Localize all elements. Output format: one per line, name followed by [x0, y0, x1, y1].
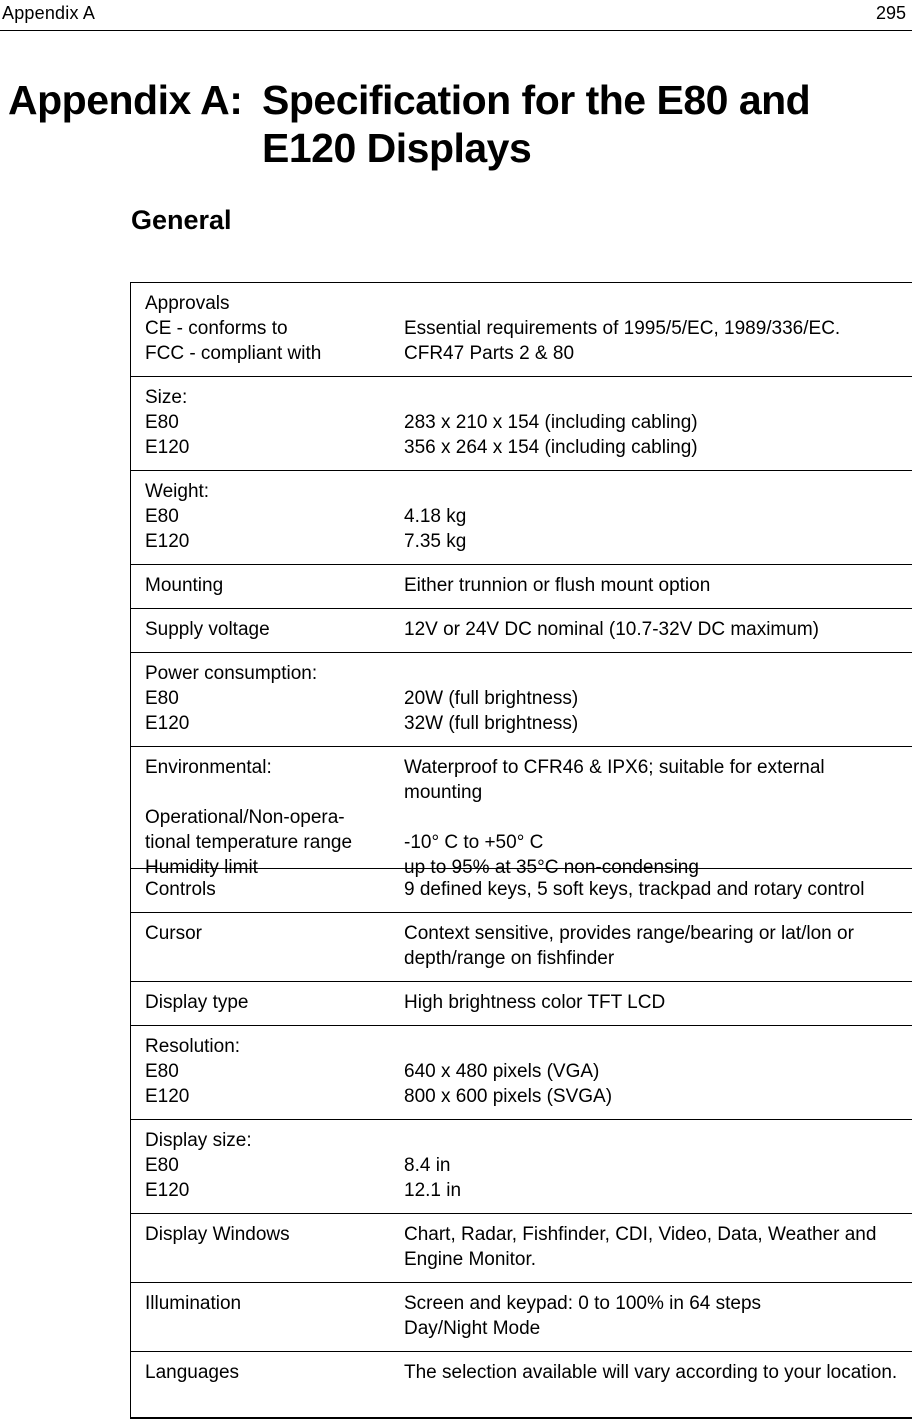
- spec-value: High brightness color TFT LCD: [404, 992, 666, 1013]
- spec-key: Mounting: [145, 575, 224, 596]
- spec-line: [145, 291, 912, 316]
- spec-value: 32W (full brightness): [404, 713, 579, 734]
- spec-line: [145, 1128, 912, 1153]
- spec-key: E120: [145, 437, 190, 458]
- spec-value: 12V or 24V DC nominal (10.7-32V DC maximum): [404, 619, 819, 640]
- spec-value: Day/Night Mode: [404, 1318, 541, 1339]
- spec-line: [145, 1247, 912, 1272]
- spec-row: [131, 565, 912, 609]
- chapter-title-text-1: Specification for the E80 and: [262, 77, 811, 123]
- spec-value: Essential requirements of 1995/5/EC, 1989/336/EC.: [404, 318, 841, 339]
- spec-value: 8.4 in: [404, 1155, 451, 1176]
- spec-value: [404, 805, 912, 830]
- spec-key: Environmental:: [145, 757, 272, 778]
- spec-line: [145, 617, 912, 642]
- spec-line: [145, 529, 912, 554]
- spec-key: Illumination: [145, 1293, 242, 1314]
- spec-key: [145, 946, 404, 971]
- section-heading: General: [131, 205, 232, 235]
- spec-row: [131, 609, 912, 653]
- spec-line: [145, 1153, 912, 1178]
- spec-line: [145, 1316, 912, 1341]
- spec-key: Resolution:: [145, 1036, 241, 1057]
- spec-key: CE - conforms to: [145, 318, 288, 339]
- spec-line: [145, 830, 912, 855]
- spec-key: tional temperature range: [145, 832, 353, 853]
- spec-line: [145, 1291, 912, 1316]
- chapter-label: Appendix A:: [8, 77, 243, 123]
- spec-line: [145, 990, 912, 1015]
- spec-line: [145, 1178, 912, 1203]
- spec-value: [404, 661, 912, 686]
- spec-key: E80: [145, 1061, 179, 1082]
- spec-key: E80: [145, 506, 179, 527]
- spec-key: E120: [145, 1086, 190, 1107]
- spec-value: Chart, Radar, Fishfinder, CDI, Video, Data, Weather and: [404, 1224, 877, 1245]
- spec-key: Operational/Non-opera-: [145, 807, 345, 828]
- spec-key: E120: [145, 1180, 190, 1201]
- spec-value: [404, 385, 912, 410]
- spec-table: [130, 282, 912, 1419]
- spec-key: Size:: [145, 387, 188, 408]
- spec-row: [131, 471, 912, 565]
- running-header: [0, 0, 912, 31]
- spec-row: [131, 653, 912, 747]
- spec-key: E120: [145, 531, 190, 552]
- spec-line: [145, 1222, 912, 1247]
- spec-line: [145, 661, 912, 686]
- spec-key: E120: [145, 713, 190, 734]
- spec-row: [131, 1352, 912, 1418]
- spec-line: [145, 877, 912, 902]
- spec-key: [145, 1247, 404, 1272]
- spec-line: [145, 1360, 912, 1385]
- spec-value: Context sensitive, provides range/bearing or lat/lon or: [404, 923, 854, 944]
- spec-row: [131, 747, 912, 878]
- spec-line: [145, 385, 912, 410]
- spec-value: -10° C to +50° C: [404, 832, 544, 853]
- spec-value: Engine Monitor.: [404, 1249, 537, 1270]
- spec-value: [404, 1128, 912, 1153]
- spec-line: [145, 711, 912, 736]
- spec-row: [131, 913, 912, 982]
- spec-value: [404, 479, 912, 504]
- spec-line: [145, 686, 912, 711]
- spec-line: [145, 1059, 912, 1084]
- spec-value: 800 x 600 pixels (SVGA): [404, 1086, 613, 1107]
- spec-value: [404, 1034, 912, 1059]
- spec-key: [145, 1316, 404, 1341]
- spec-value: depth/range on fishfinder: [404, 948, 615, 969]
- spec-line: [145, 573, 912, 598]
- spec-line: [145, 410, 912, 435]
- spec-line: [145, 341, 912, 366]
- spec-value: 4.18 kg: [404, 506, 467, 527]
- spec-key: Approvals: [145, 293, 230, 314]
- running-header-section: Appendix A: [2, 3, 96, 23]
- spec-row: [131, 982, 912, 1026]
- spec-key: E80: [145, 1155, 179, 1176]
- spec-key: Controls: [145, 879, 216, 900]
- spec-value: 640 x 480 pixels (VGA): [404, 1061, 600, 1082]
- page-number: 295: [875, 3, 906, 23]
- spec-value: 12.1 in: [404, 1180, 462, 1201]
- spec-line: [145, 435, 912, 460]
- spec-line: [145, 504, 912, 529]
- spec-value: up to 95% at 35°C non-condensing: [404, 857, 699, 878]
- spec-value: Screen and keypad: 0 to 100% in 64 steps: [404, 1293, 762, 1314]
- spec-line: [145, 921, 912, 946]
- spec-line: [145, 755, 912, 805]
- spec-key: Languages: [145, 1362, 240, 1383]
- spec-value: [404, 291, 912, 316]
- spec-key: FCC - compliant with: [145, 343, 322, 364]
- spec-value: Waterproof to CFR46 & IPX6; suitable for external mounting: [404, 757, 825, 803]
- spec-key: E80: [145, 688, 179, 709]
- spec-row: [131, 1120, 912, 1214]
- spec-line: [145, 1034, 912, 1059]
- spec-line: [145, 805, 912, 830]
- spec-key: E80: [145, 412, 179, 433]
- spec-key: Supply voltage: [145, 619, 270, 640]
- spec-row: [131, 283, 912, 377]
- spec-line: [145, 479, 912, 504]
- spec-key: Display size:: [145, 1130, 252, 1151]
- spec-value: 7.35 kg: [404, 531, 467, 552]
- spec-line: [145, 946, 912, 971]
- spec-line: [145, 316, 912, 341]
- spec-value: 283 x 210 x 154 (including cabling): [404, 412, 698, 433]
- spec-row: [131, 1283, 912, 1352]
- spec-row: [131, 1026, 912, 1120]
- spec-key: Cursor: [145, 923, 203, 944]
- chapter-title: [8, 76, 908, 172]
- spec-value: CFR47 Parts 2 & 80: [404, 343, 575, 364]
- spec-value: 356 x 264 x 154 (including cabling): [404, 437, 698, 458]
- spec-key: Display Windows: [145, 1224, 290, 1245]
- spec-key: Display type: [145, 992, 249, 1013]
- chapter-title-line1: [8, 76, 908, 124]
- spec-key: Humidity limit: [145, 857, 258, 878]
- spec-value: Either trunnion or flush mount option: [404, 575, 711, 596]
- spec-key: Power consumption:: [145, 663, 318, 684]
- spec-row: [131, 377, 912, 471]
- spec-line: [145, 1084, 912, 1109]
- chapter-title-line2: E120 Displays: [262, 125, 532, 171]
- spec-key: Weight:: [145, 481, 210, 502]
- spec-value: 20W (full brightness): [404, 688, 579, 709]
- spec-value: The selection available will vary according to your location.: [404, 1362, 898, 1383]
- spec-row: [131, 1214, 912, 1283]
- spec-value: 9 defined keys, 5 soft keys, trackpad and rotary control: [404, 879, 865, 900]
